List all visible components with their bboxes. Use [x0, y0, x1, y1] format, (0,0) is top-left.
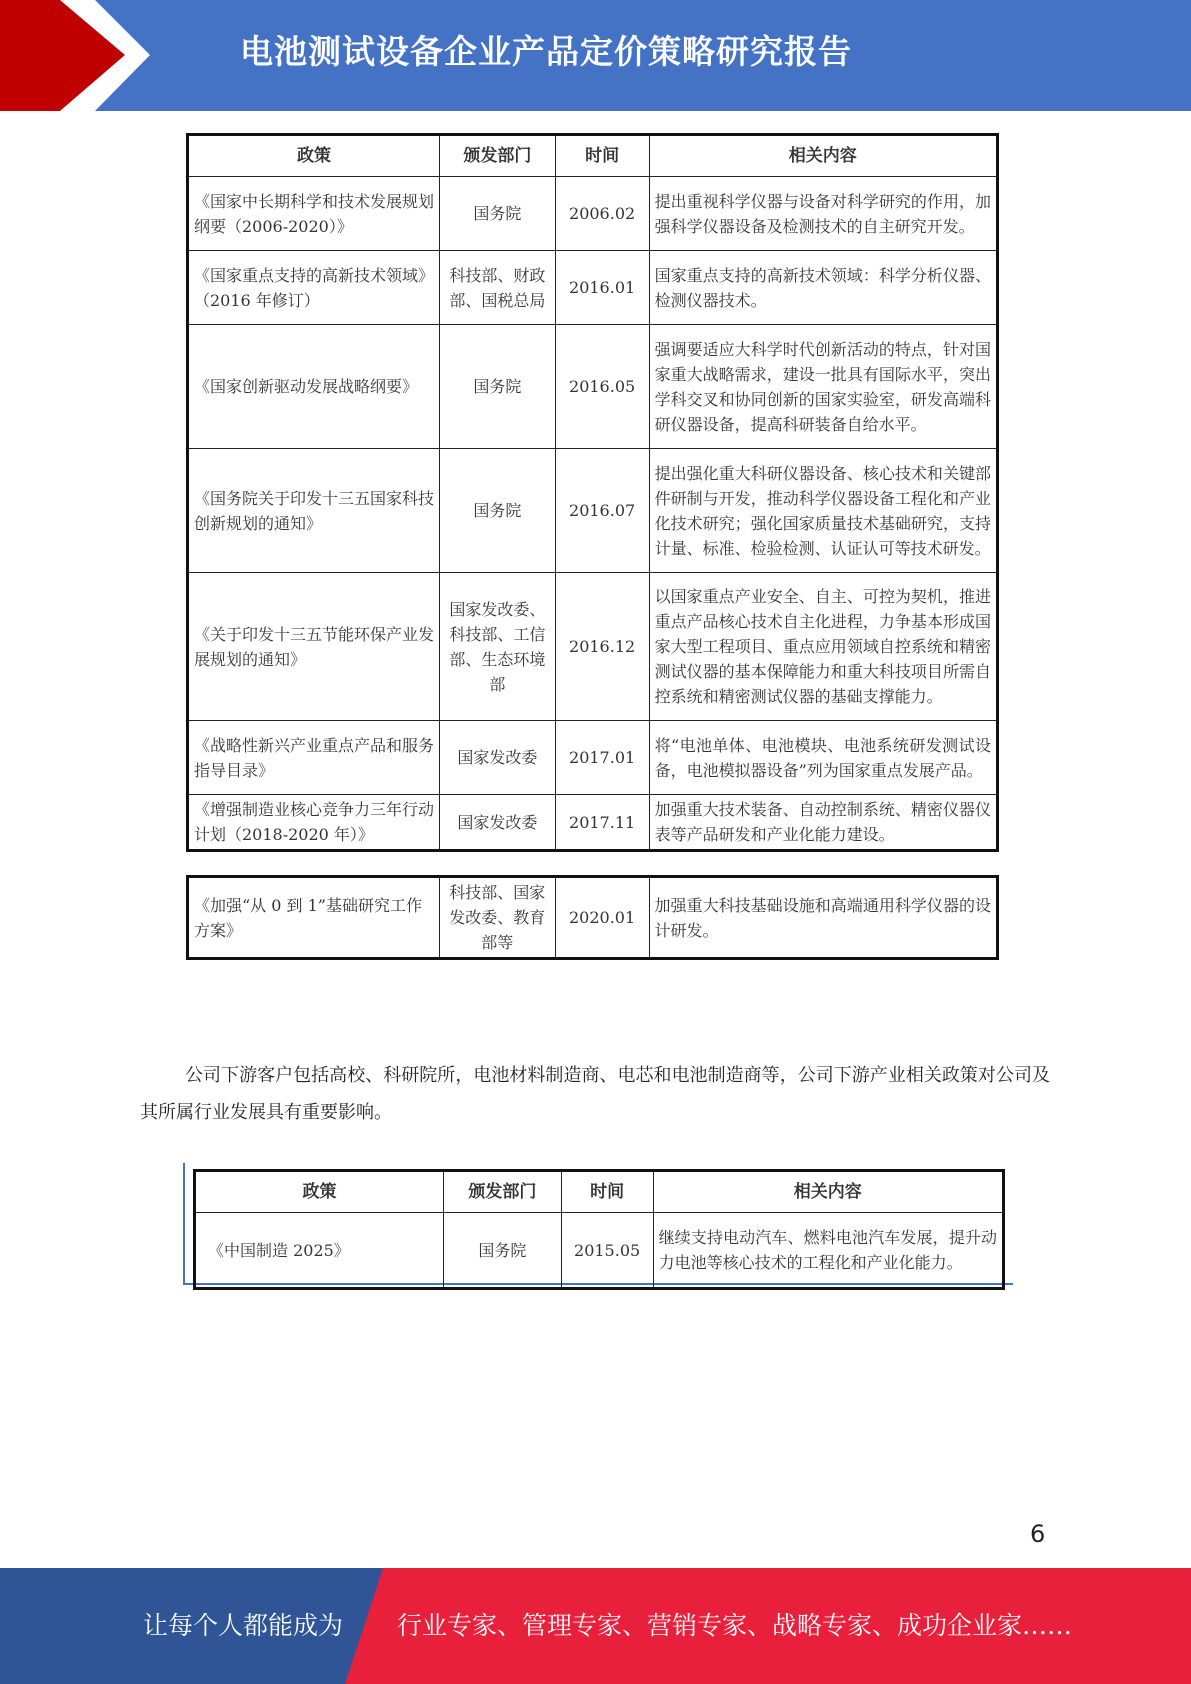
selection-border-left	[183, 1163, 185, 1285]
policy-name: 《国务院关于印发十三五国家科技创新规划的通知》	[188, 449, 440, 573]
issuing-dept: 科技部、国家发改委、教育部等	[439, 877, 555, 959]
policy-content: 继续支持电动汽车、燃料电池汽车发展，提升动力电池等核心技术的工程化和产业化能力。	[653, 1213, 1003, 1289]
header-date: 时间	[561, 1171, 653, 1213]
issuing-dept: 国务院	[444, 1213, 562, 1289]
issuing-dept: 国家发改委、科技部、工信部、生态环境部	[440, 573, 556, 721]
issue-date: 2016.12	[555, 573, 649, 721]
issuing-dept: 科技部、财政部、国税总局	[440, 251, 556, 325]
policy-name: 《关于印发十三五节能环保产业发展规划的通知》	[188, 573, 440, 721]
table-header-row	[195, 1171, 1004, 1213]
policy-name: 《国家重点支持的高新技术领域》（2016 年修订）	[188, 251, 440, 325]
issue-date: 2015.05	[561, 1213, 653, 1289]
header-policy: 政策	[195, 1171, 444, 1213]
issue-date: 2020.01	[555, 877, 649, 959]
policy-name: 《国家中长期科学和技术发展规划纲要（2006-2020）》	[188, 177, 440, 251]
issue-date: 2016.01	[555, 251, 649, 325]
policy-content: 强调要适应大科学时代创新活动的特点，针对国家重大战略需求，建设一批具有国际水平，突出学科交叉和协同创新的国家实验室，研发高端科研仪器设备，提高科研装备自给水平。	[649, 325, 997, 449]
table-row	[188, 325, 998, 449]
issuing-dept: 国务院	[440, 449, 556, 573]
policy-name: 《中国制造 2025》	[195, 1213, 444, 1289]
policy-content: 加强重大科技基础设施和高端通用科学仪器的设计研发。	[649, 877, 997, 959]
page-number: 6	[1030, 1520, 1046, 1548]
policy-content: 提出强化重大科研仪器设备、核心技术和关键部件研制与开发，推动科学仪器设备工程化和产业化技术研究；强化国家质量技术基础研究，支持计量、标准、检验检测、认证认可等技术研发。	[649, 449, 997, 573]
header-content: 相关内容	[649, 135, 997, 177]
policy-name: 《战略性新兴产业重点产品和服务指导目录》	[188, 721, 440, 795]
issue-date: 2006.02	[555, 177, 649, 251]
table-row	[188, 177, 998, 251]
header-dept: 颁发部门	[444, 1171, 562, 1213]
table-row	[195, 1213, 1004, 1289]
policy-table-3	[193, 1169, 1005, 1290]
header-dept: 颁发部门	[440, 135, 556, 177]
issuing-dept: 国家发改委	[440, 795, 556, 851]
policy-content: 将“电池单体、电池模块、电池系统研发测试设备，电池模拟器设备”列为国家重点发展产品。	[649, 721, 997, 795]
footer-slogan-left: 让每个人都能成为	[143, 1611, 344, 1640]
table-row	[188, 721, 998, 795]
body-paragraph: 公司下游客户包括高校、科研院所，电池材料制造商、电芯和电池制造商等，公司下游产业相关政策对公司及其所属行业发展具有重要影响。	[140, 1065, 1050, 1123]
header-banner	[0, 0, 1191, 111]
table-row	[188, 877, 998, 959]
policy-name: 《国家创新驱动发展战略纲要》	[188, 325, 440, 449]
table-row	[188, 573, 998, 721]
footer-banner	[0, 1568, 1191, 1684]
policy-name: 《增强制造业核心竞争力三年行动计划（2018-2020 年）》	[188, 795, 440, 851]
header-date: 时间	[555, 135, 649, 177]
policy-name: 《加强“从 0 到 1”基础研究工作方案》	[188, 877, 440, 959]
header-policy: 政策	[188, 135, 440, 177]
policy-table-1	[186, 133, 999, 852]
report-title: 电池测试设备企业产品定价策略研究报告	[240, 32, 852, 71]
header-content: 相关内容	[653, 1171, 1003, 1213]
issuing-dept: 国家发改委	[440, 721, 556, 795]
policy-content: 加强重大技术装备、自动控制系统、精密仪器仪表等产品研发和产业化能力建设。	[649, 795, 997, 851]
issue-date: 2017.01	[555, 721, 649, 795]
table-header-row	[188, 135, 998, 177]
policy-table-2	[186, 875, 999, 960]
table-row	[188, 251, 998, 325]
issue-date: 2016.07	[555, 449, 649, 573]
policy-content: 以国家重点产业安全、自主、可控为契机，推进重点产品核心技术自主化进程，力争基本形成国家大型工程项目、重点应用领域自控系统和精密测试仪器的基本保障能力和重大科技项目所需自控系统和精密测试仪器的基础支撑能力。	[649, 573, 997, 721]
issuing-dept: 国务院	[440, 325, 556, 449]
table-row	[188, 795, 998, 851]
issue-date: 2016.05	[555, 325, 649, 449]
policy-content: 提出重视科学仪器与设备对科学研究的作用，加强科学仪器设备及检测技术的自主研究开发。	[649, 177, 997, 251]
issuing-dept: 国务院	[440, 177, 556, 251]
footer-slogan-right: 行业专家、管理专家、营销专家、战略专家、成功企业家……	[397, 1611, 1073, 1640]
policy-content: 国家重点支持的高新技术领域：科学分析仪器、检测仪器技术。	[649, 251, 997, 325]
issue-date: 2017.11	[555, 795, 649, 851]
table-row	[188, 449, 998, 573]
